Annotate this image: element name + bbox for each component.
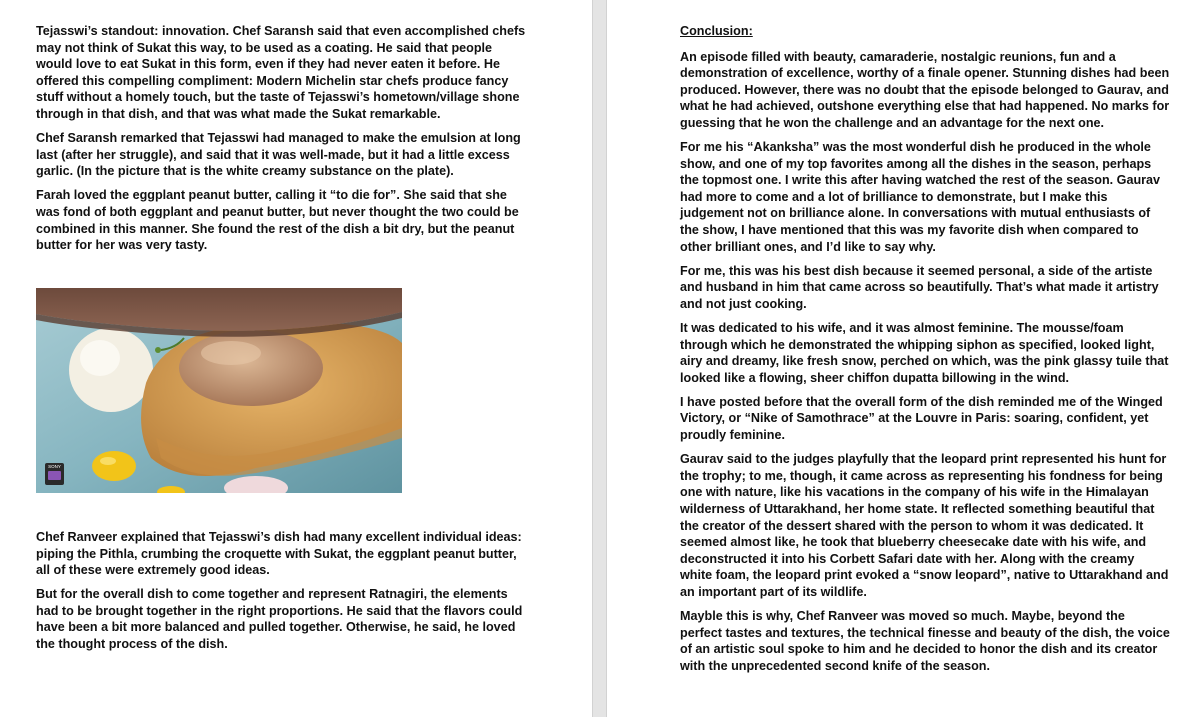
- paragraph: But for the overall dish to come together and represent Ratnagiri, the elements had to be brought together in the right proportions. He said that the flavors could have been a bit more balanced and pulled together. Otherwise, he said, he loved the thought process of the dish.: [36, 587, 523, 652]
- paragraph: For me, this was his best dish because it seemed personal, a side of the artiste and husband in him that came across so beautifully. That’s what made it artistry and not just cooking.: [680, 263, 1159, 311]
- peanut-butter-dot: [92, 451, 136, 481]
- dish-photo: [36, 288, 402, 493]
- left-top-text: [36, 23, 526, 261]
- paragraph: Tejasswi’s standout: innovation. Chef Saransh said that even accomplished chefs may not think of Sukat this way, to be used as a coating. He said that people would love to eat Sukat in this form, even if they had never eaten it before. He offered this compelling compliment: Modern Michelin star chefs produce fancy stuff without a homely touch, but the taste of Tejasswi’s hometown/village shone through in that dish, and that was what made the Sukat remarkable.: [36, 24, 526, 121]
- page-gutter: [592, 0, 607, 717]
- paragraph: Mayble this is why, Chef Ranveer was moved so much. Maybe, beyond the perfect tastes and textures, the technical finesse and beauty of the dish, the voice of an artistic soul spoke to him and he decided to honor the dish and its creator with the unprecedented second knife of the season.: [680, 609, 1170, 673]
- paragraph: Farah loved the eggplant peanut butter, calling it “to die for”. She said that she was fond of both eggplant and peanut butter, but never thought the two could be combined in this manner. She found the rest of the dish a bit dry, but the peanut butter for her was very tasty.: [36, 188, 519, 253]
- mousse-quenelle: [179, 330, 323, 406]
- channel-logo: SONY: [45, 463, 64, 485]
- right-text: [680, 23, 1170, 682]
- paragraph: I have posted before that the overall form of the dish reminded me of the Winged Victory, or “Nike of Samothrace” at the Louvre in Paris: soaring, confident, yet proudly feminine.: [680, 394, 1163, 443]
- paragraph: Chef Saransh remarked that Tejasswi had managed to make the emulsion at long last (after her struggle), and said that it was well-made, but it had a little excess garlic. (In the picture that is the white creamy substance on the plate).: [36, 131, 521, 179]
- section-heading: Conclusion:: [680, 24, 753, 38]
- paragraph: An episode filled with beauty, camaraderie, nostalgic reunions, fun and a demonstration of excellence, worthy of a finale opener. Stunning dishes had been produced. However, there was no doubt that the episode belonged to Gaurav, and what he had achieved, outshone everything else that had happened. No marks for guessing that he won the challenge and an advantage for the next one.: [680, 49, 1170, 130]
- paragraph: Chef Ranveer explained that Tejasswi’s dish had many excellent individual ideas: piping the Pithla, crumbing the croquette with Sukat, the eggplant peanut butter, all of these were extremely good ideas.: [36, 530, 522, 578]
- paragraph: It was dedicated to his wife, and it was almost feminine. The mousse/foam through which he demonstrated the whipping siphon as specified, looked light, airy and dreamy, like fresh snow, perched on which, was the pink glassy tuile that looked like a flowing, sheer chiffon dupatta billowing in the wind.: [680, 321, 1169, 385]
- left-page: [0, 0, 592, 717]
- tv-icon: [48, 471, 61, 480]
- paragraph: For me his “Akanksha” was the most wonderful dish he produced in the whole show, and one of my top favorites among all the dishes in the season, perhaps the topmost one. I write this after having watched the rest of the season. Gaurav had more to come and a lot of brilliance to demonstrate, but I make this judgement not on brilliance alone. In conversations with mutual enthusiasts of the show, I have mentioned that this was my favorite dish when compared to other brilliant ones, and I’d like to say why.: [680, 140, 1161, 254]
- dish-photo-illustration: [36, 288, 402, 493]
- paragraph: Gaurav said to the judges playfully that the leopard print represented his hunt for the trophy; to me, though, it came across as representing his fondness for being one with nature, like his vacations in the company of his wife in the Himalayan wilderness of Uttarakhand, her home state. It reflected something beautiful that the creator of the dessert shared with the person to whom it was dedicated. It seemed almost like, he took that blueberry cheesecake date with his wife, and deconstructed it into his Corbett Safari date with her. Along with the creamy white foam, the leopard print evoked a “snow leopard”, native to Uttarakhand and an important part of its wildlife.: [680, 452, 1169, 599]
- left-bottom-text: [36, 529, 526, 660]
- right-page: [607, 0, 1200, 717]
